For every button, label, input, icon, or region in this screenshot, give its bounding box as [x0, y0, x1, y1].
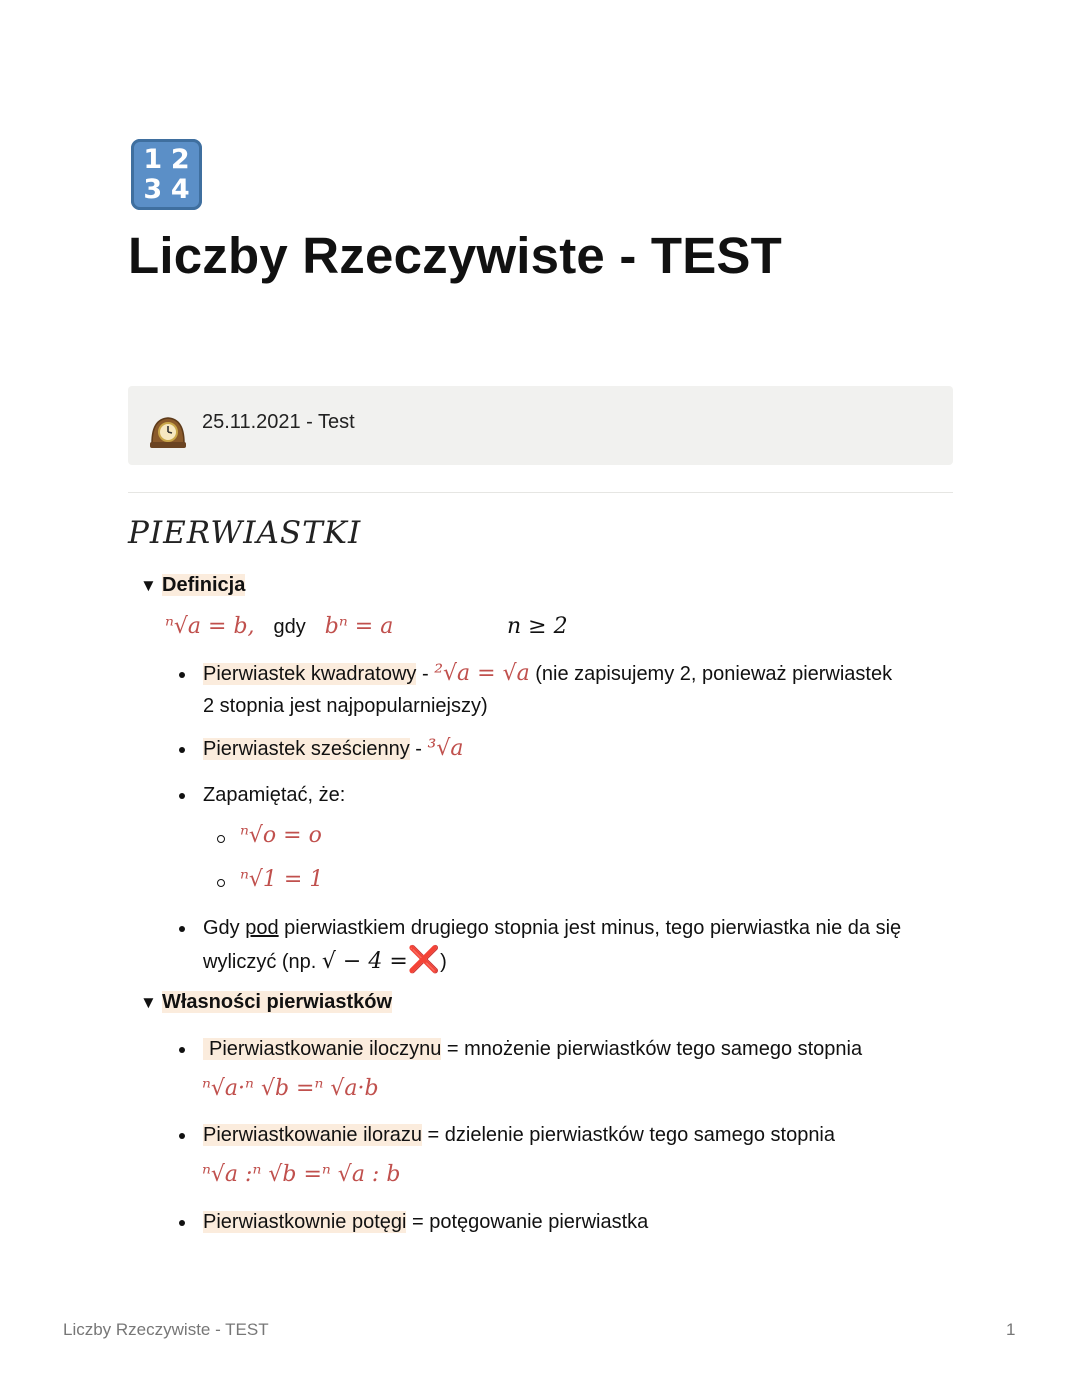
toggle-label: Własności pierwiastków — [162, 991, 393, 1013]
formula-gdy: gdy — [273, 616, 306, 638]
inline-math: ²√a = √a — [434, 661, 530, 686]
page-number: 1 — [1006, 1320, 1016, 1339]
bullet — [179, 747, 185, 753]
toggle-wlasnosci[interactable] — [140, 991, 392, 1014]
page-title: Liczby Rzeczywiste - TEST — [128, 227, 783, 284]
divider — [128, 492, 953, 493]
bullet — [179, 793, 185, 799]
section-heading: PIERWIASTKI — [128, 515, 362, 551]
underlined-text: pod — [245, 917, 279, 939]
bullet — [179, 1047, 185, 1053]
list-item-cube-root — [203, 733, 464, 765]
item-text: Gdy — [203, 917, 246, 939]
property-formula: ⁿ√a·ⁿ √b =ⁿ √a·b — [202, 1076, 379, 1101]
bullet — [179, 1220, 185, 1226]
item-text-line2: 2 stopnia jest najpopularniejszy) — [203, 695, 488, 717]
footer-title: Liczby Rzeczywiste - TEST — [63, 1320, 269, 1339]
cross-mark-icon: ❌ — [407, 945, 441, 975]
item-text: = mnożenie pierwiastków tego samego stopnia — [441, 1038, 863, 1060]
definition-formula — [165, 614, 393, 639]
list-item-negative-root — [203, 912, 973, 978]
sub-bullet — [217, 835, 225, 843]
toggle-triangle-icon[interactable]: ▼ — [140, 993, 157, 1012]
bullet — [179, 672, 185, 678]
sub-bullet — [217, 879, 225, 887]
item-text: (nie zapisujemy 2, ponieważ pierwiastek — [529, 663, 893, 685]
list-item-square-root — [203, 658, 963, 722]
icon-digit: 4 — [170, 173, 190, 205]
icon-digit: 1 — [143, 144, 163, 175]
highlight-text: Pierwiastkownie potęgi — [203, 1211, 407, 1233]
sub-item-formula: ⁿ√1 = 1 — [240, 867, 324, 892]
toggle-definicja[interactable] — [140, 574, 245, 597]
toggle-triangle-icon[interactable]: ▼ — [140, 576, 157, 595]
formula-root: ⁿ√a = b, — [165, 614, 255, 639]
icon-digit: 3 — [143, 173, 163, 205]
sub-item-formula: ⁿ√o = o — [240, 823, 322, 848]
property-formula: ⁿ√a :ⁿ √b =ⁿ √a : b — [202, 1162, 401, 1187]
item-text: = potęgowanie pierwiastka — [406, 1211, 649, 1233]
item-text: wyliczyć (np. — [203, 951, 322, 973]
highlight-text: Pierwiastkowanie iloczynu — [203, 1038, 441, 1060]
input-numbers-icon — [131, 139, 202, 210]
list-item-remember: Zapamiętać, że: — [203, 784, 346, 806]
item-text: = dzielenie pierwiastków tego samego stopnia — [421, 1124, 836, 1146]
formula-n-condition: n ≥ 2 — [507, 614, 568, 639]
highlight-text: Pierwiastek kwadratowy — [203, 663, 417, 685]
mantelpiece-clock-icon — [148, 413, 188, 449]
dash: - — [409, 738, 428, 760]
item-text: ) — [440, 951, 447, 973]
highlight-text: Pierwiastkowanie ilorazu — [203, 1124, 422, 1146]
list-item-quotient — [203, 1119, 835, 1151]
highlight-text: Pierwiastek sześcienny — [203, 738, 410, 760]
icon-digit: 2 — [170, 144, 190, 175]
inline-math: √ − 4 = — [321, 949, 408, 974]
dash: - — [416, 663, 435, 685]
list-item-product — [203, 1033, 862, 1065]
formula-condition: bⁿ = a — [324, 614, 394, 639]
item-text: pierwiastkiem drugiego stopnia jest minus, tego pierwiastka nie da się — [278, 917, 902, 939]
bullet — [179, 1133, 185, 1139]
inline-math: ³√a — [427, 736, 464, 761]
bullet — [179, 926, 185, 932]
callout-text: 25.11.2021 - Test — [202, 411, 355, 433]
toggle-label: Definicja — [162, 574, 246, 596]
list-item-power — [203, 1206, 648, 1238]
